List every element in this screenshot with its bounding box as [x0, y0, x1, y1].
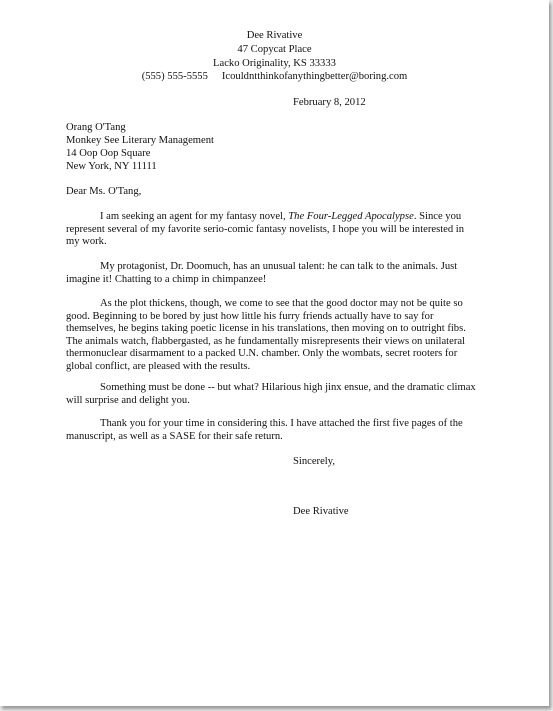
letter-date: February 8, 2012 [293, 97, 366, 108]
salutation: Dear Ms. O'Tang, [66, 186, 142, 197]
recipient-company: Monkey See Literary Management [66, 135, 214, 146]
sender-contact-line [0, 71, 549, 84]
paragraph-line: Something must be done -- but what? Hilarious high jinx ensue, and the dramatic climax [100, 382, 476, 393]
paragraph-line: represent several of my favorite serio-comic fantasy novelists, I hope you will be interested in [66, 223, 465, 235]
paragraph-line: Thank you for your time in considering this. I have attached the first five pages of the [100, 418, 463, 429]
paragraph-line: will surprise and delight you. [66, 394, 190, 406]
paragraph-line: manuscript, as well as a SASE for their safe return. [66, 430, 283, 442]
body-paragraph-4 [66, 382, 486, 407]
paragraph-line: I am seeking an agent for my fantasy novel, The Four-Legged Apocalypse. Since you [100, 211, 462, 222]
body-paragraph-5 [66, 418, 486, 443]
recipient-street: 14 Oop Oop Square [66, 148, 151, 159]
body-paragraph-3 [66, 298, 486, 374]
body-paragraph-2 [66, 261, 486, 286]
paragraph-line: imagine it! Chatting to a chimp in chimpanzee! [66, 273, 267, 285]
signature-name: Dee Rivative [293, 506, 349, 517]
closing: Sincerely, [293, 456, 335, 467]
recipient-name: Orang O'Tang [66, 122, 126, 133]
paragraph-line: themselves, he begins taking poetic license in his translations, then moving on to outright fibs. [66, 323, 466, 335]
paragraph-line: As the plot thickens, though, we come to see that the good doctor may not be quite so [100, 298, 463, 309]
sender-name: Dee Rivative [246, 30, 303, 41]
sender-street: 47 Copycat Place [237, 44, 312, 55]
paragraph-line: My protagonist, Dr. Doomuch, has an unusual talent: he can talk to the animals. Just [100, 261, 458, 272]
paragraph-line: global conflict, are pleased with the results. [66, 360, 251, 372]
sender-city: Lacko Originality, KS 33333 [213, 58, 336, 69]
sender-phone: (555) 555-5555 [141, 71, 208, 82]
paragraph-line: good. Beginning to be bored by just how little his furry friends actually have to say for [66, 310, 434, 322]
novel-title: The Four-Legged Apocalypse [288, 211, 414, 222]
sender-email: Icouldntthinkofanythingbetter@boring.com [221, 71, 408, 82]
paragraph-line: The animals watch, flabbergasted, as he fundamentally misrepresents their views on unilateral [66, 335, 465, 347]
recipient-city: New York, NY 11111 [66, 161, 157, 172]
paragraph-line: my work. [66, 236, 107, 248]
paragraph-line: thermonuclear disarmament to a packed U.N. chamber. Only the wombats, secret rooters for [66, 348, 458, 360]
body-paragraph-1 [66, 211, 486, 249]
